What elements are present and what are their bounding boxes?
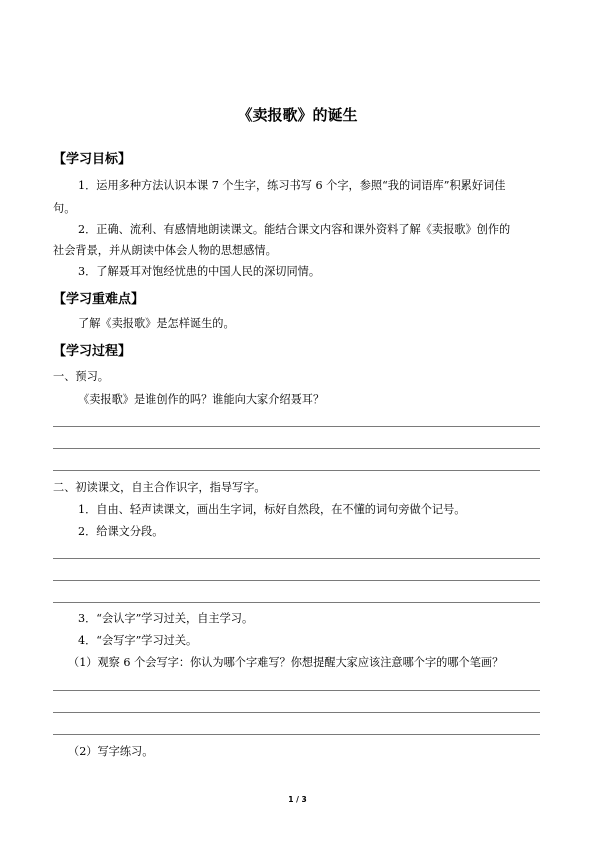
goal-3: 3．了解聂耳对饱经忧患的中国人民的深切同情。 bbox=[78, 265, 321, 278]
answer-line bbox=[53, 690, 540, 691]
goal-1-line2: 句。 bbox=[53, 202, 76, 215]
step-2-4-1: （1）观察 6 个会写字：你认为哪个字难写？你想提醒大家应该注意哪个字的哪个笔画？ bbox=[68, 656, 504, 669]
step-2-1: 1．自由、轻声读课文，画出生字词，标好自然段，在不懂的词句旁做个记号。 bbox=[78, 503, 466, 516]
goal-1-line1: 1．运用多种方法认识本课 7 个生字，练习书写 6 个字，参照“我的词语库”积累好词佳 bbox=[78, 179, 506, 192]
key-heading: 【学习重难点】 bbox=[53, 292, 145, 307]
step-2-2: 2．给课文分段。 bbox=[78, 525, 164, 538]
goal-2-line1: 2．正确、流利、有感情地朗读课文。能结合课文内容和课外资料了解《卖报歌》创作的 bbox=[78, 223, 511, 236]
answer-line bbox=[53, 426, 540, 427]
step-1: 一、预习。 bbox=[53, 370, 109, 383]
answer-line bbox=[53, 602, 540, 603]
step-2-4: 4．“会写字”学习过关。 bbox=[78, 634, 198, 647]
key-text: 了解《卖报歌》是怎样诞生的。 bbox=[78, 317, 235, 330]
answer-line bbox=[53, 558, 540, 559]
page-title: 《卖报歌》的诞生 bbox=[237, 106, 358, 124]
step-2-3: 3．“会认字”学习过关，自主学习。 bbox=[78, 612, 254, 625]
goals-heading: 【学习目标】 bbox=[53, 152, 132, 167]
answer-line bbox=[53, 734, 540, 735]
goal-2-line2: 社会背景，并从朗读中体会人物的思想感情。 bbox=[53, 244, 277, 257]
process-heading: 【学习过程】 bbox=[53, 344, 132, 359]
answer-line bbox=[53, 712, 540, 713]
page-number: 1 / 3 bbox=[288, 795, 307, 804]
step-2: 二、初读课文，自主合作识字，指导写字。 bbox=[53, 481, 266, 494]
answer-line bbox=[53, 448, 540, 449]
answer-line bbox=[53, 580, 540, 581]
answer-line bbox=[53, 470, 540, 471]
step-1-question: 《卖报歌》是谁创作的吗？谁能向大家介绍聂耳？ bbox=[78, 393, 325, 406]
step-2-4-2: （2）写字练习。 bbox=[68, 745, 154, 758]
